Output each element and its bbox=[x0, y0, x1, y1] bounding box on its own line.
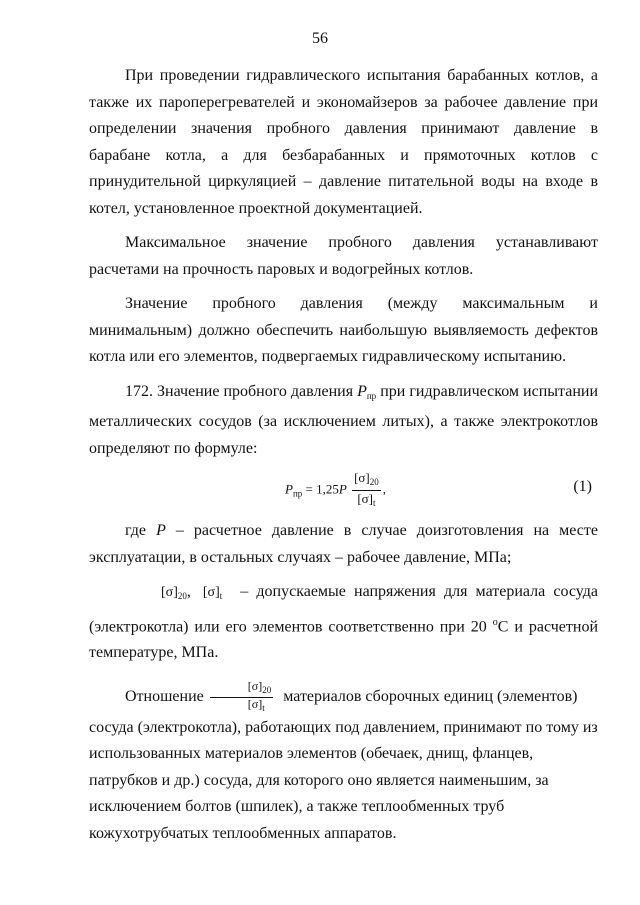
paragraph-pressure-range: Значение пробного давления (между максимальным и минимальным) должно обеспечить наибольшую выявляемость дефектов котла или его элементов, подвергаемых гидравлическому испытанию. bbox=[89, 295, 598, 365]
formula-numerator-sigma: [σ] bbox=[354, 470, 370, 485]
formula-row bbox=[89, 470, 598, 510]
degree-sign: о bbox=[492, 616, 498, 628]
ratio-denominator-sigma: [σ] bbox=[247, 696, 263, 711]
ratio-denominator-subscript: t bbox=[262, 702, 265, 713]
paragraph-ratio bbox=[89, 680, 598, 848]
allowable-stress-text: – допускаемые напряжения для материала сосуда (электрокотла) или его элементов соответственно при 20 bbox=[89, 583, 598, 635]
equation-number: (1) bbox=[573, 478, 592, 495]
sigma-t-symbol: [σ] bbox=[202, 585, 220, 600]
ratio-denominator bbox=[210, 698, 273, 715]
where-prefix: где bbox=[125, 522, 157, 539]
formula-denominator-sigma: [σ] bbox=[357, 491, 373, 506]
paragraph-max-pressure: Максимальное значение пробного давления устанавливают расчетами на прочность паровых и водогрейных котлов. bbox=[89, 234, 598, 278]
ratio-text: материалов сборочных единиц (элементов) сосуда (электрокотла), работающих под давлением, принимают по тому из использованных материалов элементов (обечаек, днищ, фланцев, патрубков и др.) сосуда, для которого оно является наименьшим, за исключением болтов (шпилек), а также теплообменных труб кожухотрубчатых теплообменных аппаратов. bbox=[89, 688, 598, 842]
sigma-t-subscript: t bbox=[219, 591, 223, 601]
ratio-label: Отношение bbox=[125, 688, 204, 705]
page-body bbox=[89, 63, 598, 847]
page-number: 56 bbox=[312, 30, 328, 47]
formula-trailing-comma: , bbox=[382, 481, 386, 497]
test-pressure-symbol: P bbox=[357, 382, 367, 400]
sigma-20-subscript: 20 bbox=[177, 591, 187, 601]
paragraph-working-pressure: При проведении гидравлического испытания барабанных котлов, а также их пароперегревателей и экономайзеров за рабочее давление при определении значения пробного давления принимают давление в барабане котла, а для безбарабанных и прямоточных котлов с принудительной циркуляцией – давление питательной воды на входе в котел, установленное проектной документацией. bbox=[89, 67, 598, 217]
ratio-numerator-sigma: [σ] bbox=[247, 678, 263, 693]
ratio-numerator bbox=[210, 680, 273, 698]
test-pressure-subscript: пр bbox=[366, 390, 377, 401]
paragraph-172 bbox=[89, 379, 598, 463]
paragraph-where-p bbox=[89, 518, 598, 571]
formula-denominator bbox=[352, 491, 381, 511]
formula-coefficient-symbol: P bbox=[338, 481, 347, 497]
formula-equals: = 1,25 bbox=[302, 481, 339, 497]
stress-symbols bbox=[125, 579, 222, 610]
test-pressure-formula bbox=[285, 470, 386, 511]
ratio-fraction bbox=[210, 680, 273, 715]
formula-denominator-subscript: t bbox=[372, 498, 376, 508]
allowable-stress-text-2: С и расчетной температуре, МПа. bbox=[89, 617, 599, 662]
sigma-20-symbol: [σ] bbox=[161, 585, 178, 600]
paragraph-172-text-a: 172. Значение пробного давления bbox=[125, 382, 358, 400]
formula-numerator bbox=[352, 470, 381, 491]
formula-lhs: P bbox=[285, 481, 293, 497]
formula-fraction bbox=[352, 470, 381, 511]
ratio-numerator-subscript: 20 bbox=[262, 684, 272, 695]
where-p-text: – расчетное давление в случае доизготовления на месте эксплуатации, в остальных случаях – рабочее давление, МПа; bbox=[89, 522, 599, 566]
sigma-separator: , bbox=[186, 583, 191, 600]
design-pressure-symbol: P bbox=[156, 522, 166, 539]
formula-lhs-subscript: пр bbox=[292, 488, 303, 499]
formula-numerator-subscript: 20 bbox=[369, 477, 379, 487]
paragraph-allowable-stress bbox=[89, 579, 598, 667]
paragraph-172-text-b: при гидравлическом испытании металлических сосудов (за исключением литых), а также электрокотлов определяют по формуле: bbox=[89, 382, 599, 457]
